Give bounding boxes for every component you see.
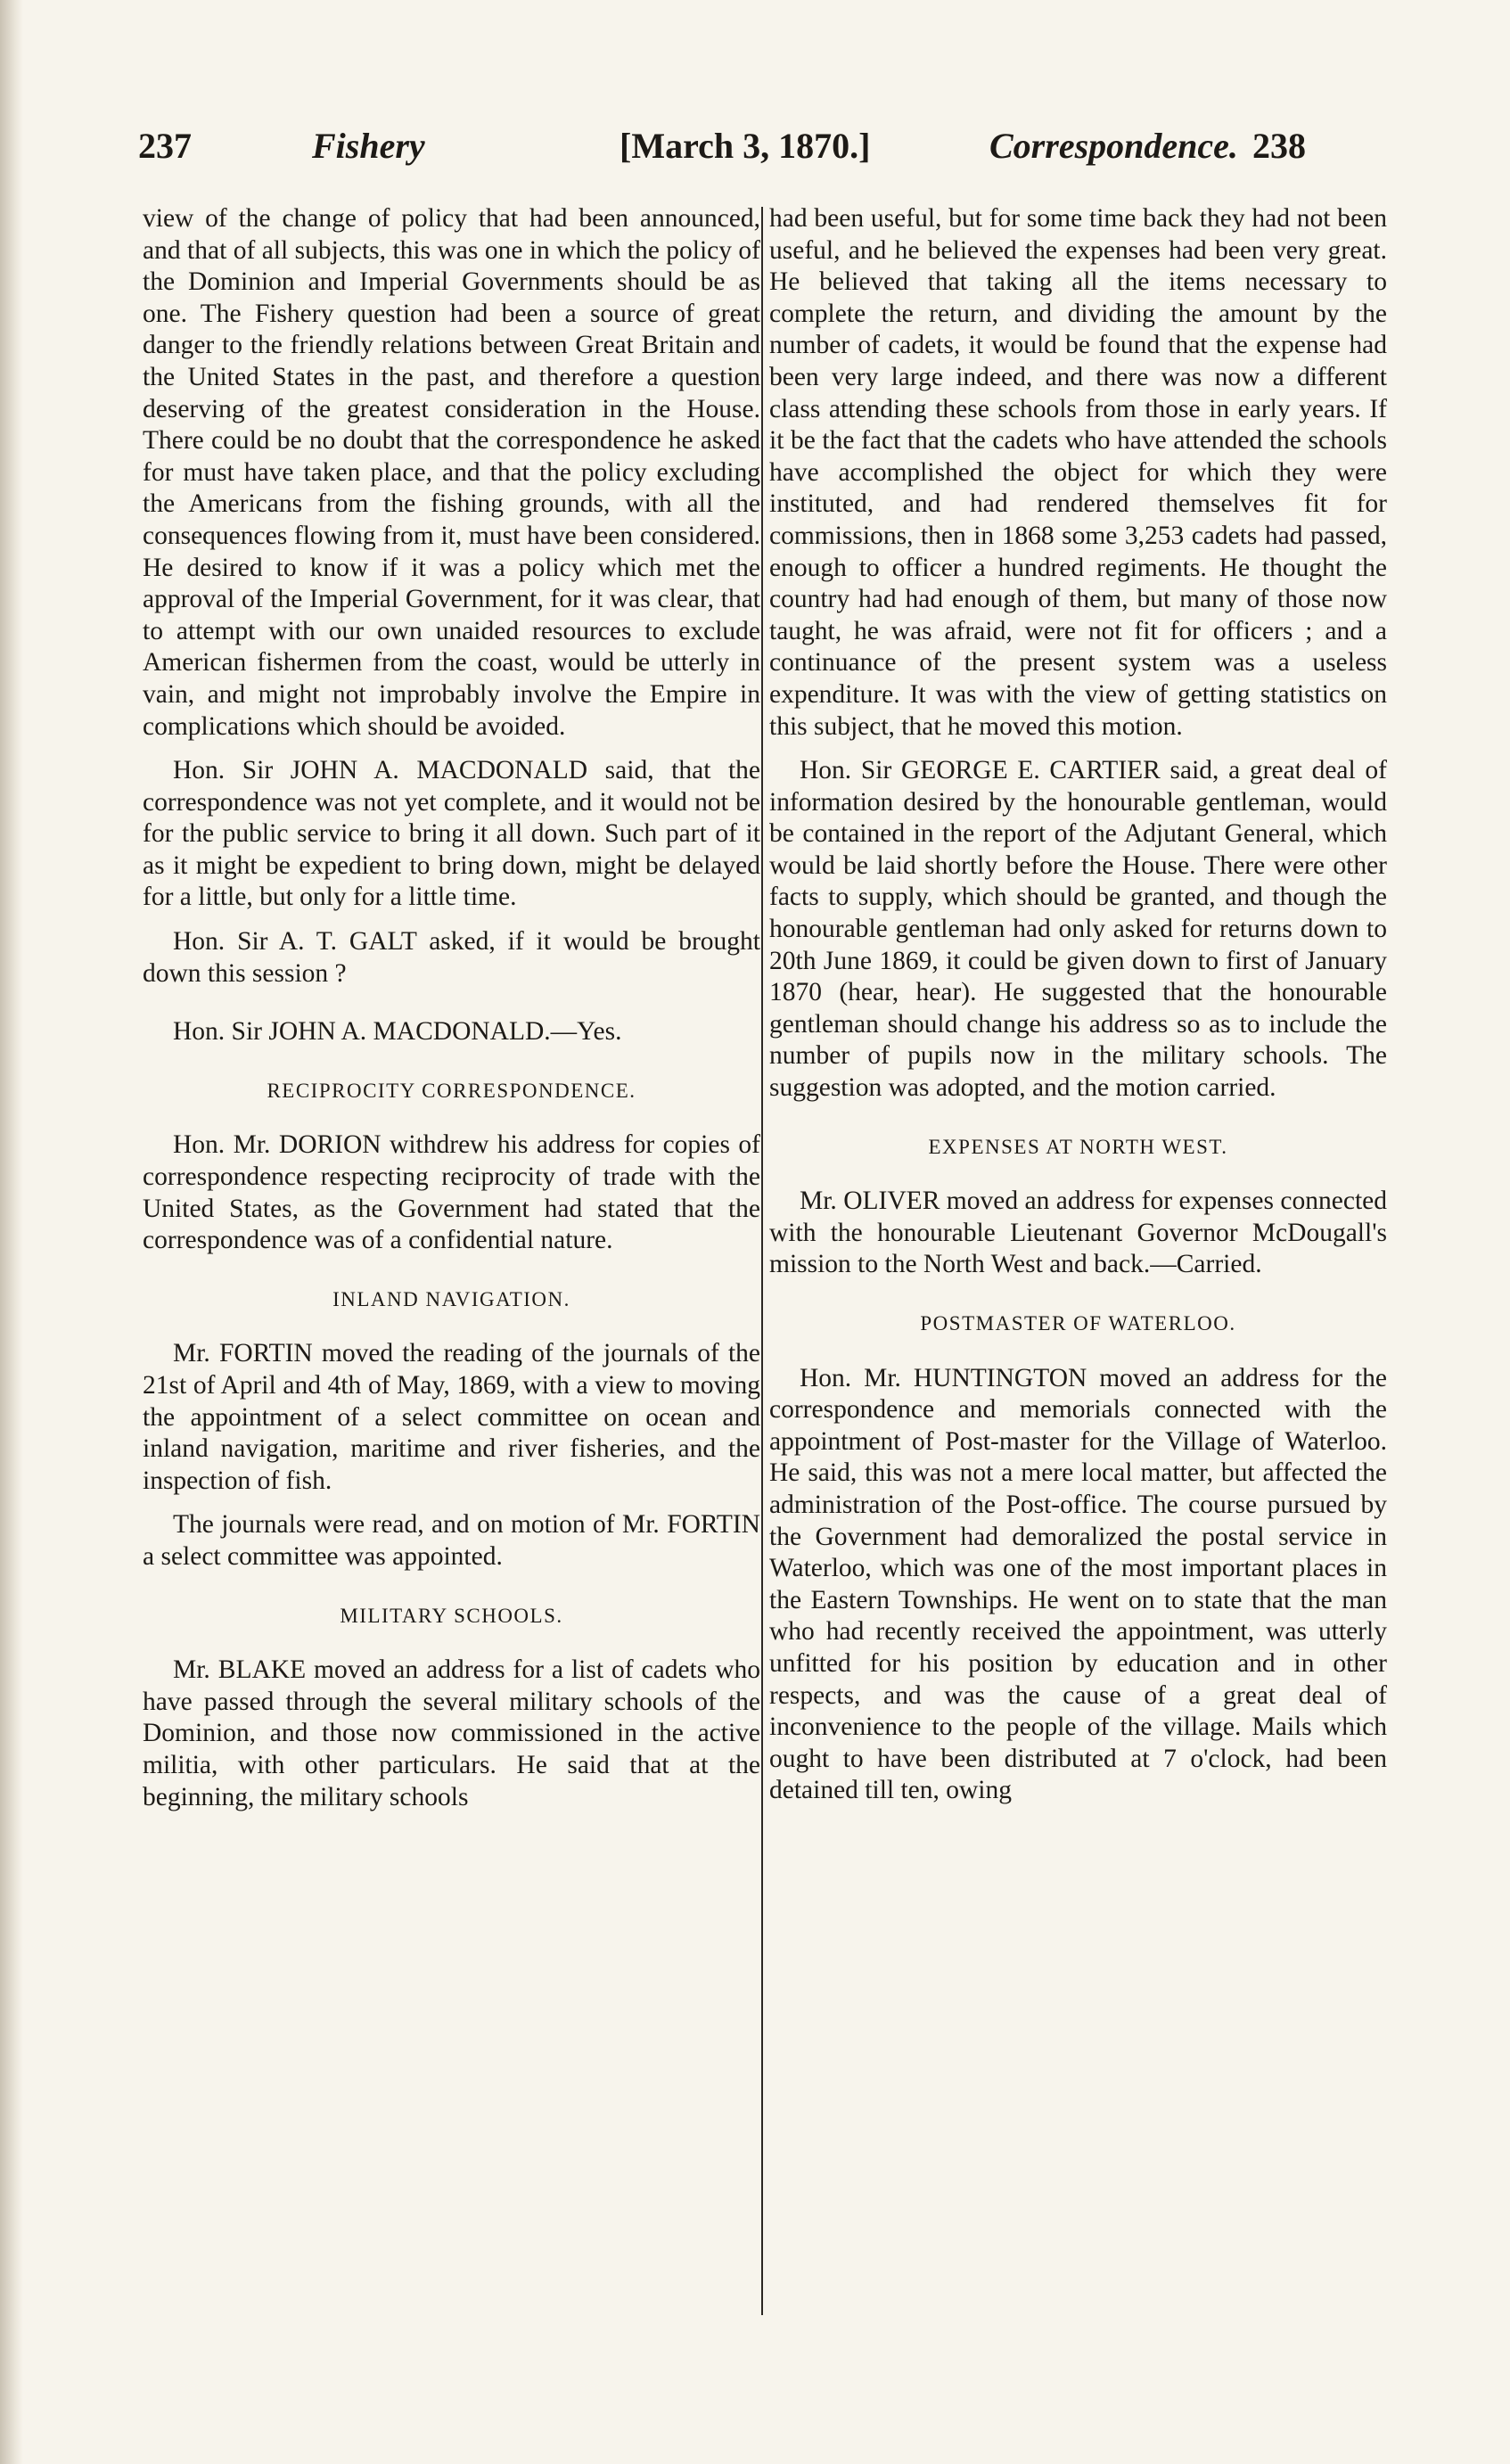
sitting-date: [March 3, 1870.] — [620, 126, 871, 166]
paragraph: Hon. Sir A. T. GALT asked, if it would be brought down this session ? — [143, 927, 760, 988]
right-page-number: 238 — [1252, 126, 1306, 166]
paragraph: Mr. FORTIN moved the reading of the journals of the 21st of April and 4th of May, 1869, with a view to moving the appointment of a select committee on ocean and inland navigation, maritime and river fisheries, and the inspection of fish. — [143, 1339, 760, 1495]
right-column — [769, 203, 1387, 1807]
section-heading: MILITARY SCHOOLS. — [340, 1604, 563, 1627]
right-running-title: Correspondence. — [989, 126, 1238, 166]
left-page-number: 237 — [138, 126, 192, 166]
paragraph: Hon. Sir JOHN A. MACDONALD.—Yes. — [173, 1017, 622, 1047]
column-rule — [761, 207, 763, 2315]
page-edge-shadow — [0, 0, 23, 2464]
section-heading: POSTMASTER OF WATERLOO. — [920, 1312, 1236, 1335]
paragraph: view of the change of policy that had been announced, and that of all subjects, this was one in which the policy of the Dominion and Imperial Governments should be as one. The Fishery question had been a source of great danger to the friendly relations between Great Britain and the United States in the past, and therefore a question deserving of the greatest consideration in the House. There could be no doubt that the correspondence he asked for must have taken place, and that the policy excluding the Americans from the fishing grounds, with all the consequences flowing from it, must have been considered. He desired to know if it was a policy which met the approval of the Imperial Government, for it was clear, that to attempt with our own unaided resources to exclude American fishermen from the coast, would be utterly in vain, and might not improbably involve the Empire in complications which should be avoided. — [143, 204, 760, 741]
paragraph: Mr. OLIVER moved an address for expenses connected with the honourable Lieutenant Governor McDougall's mission to the North West and back.—Carried. — [769, 1187, 1387, 1279]
running-header — [138, 125, 1386, 178]
paragraph: Hon. Sir JOHN A. MACDONALD said, that the correspondence was not yet complete, and it would not be for the public service to bring it all down. Such part of it as it might be expedient to bring down, might be delayed for a little, but only for a little time. — [143, 756, 760, 912]
paragraph: Hon. Sir GEORGE E. CARTIER said, a great deal of information desired by the honourable gentleman, would be contained in the report of the Adjutant General, which would be laid shortly before the House. There were other facts to supply, which should be granted, and though the honourable gentleman had only asked for returns down to 20th June 1869, it could be given down to first of January 1870 (hear, hear). He suggested that the honourable gentleman should change his address so as to include the number of pupils now in the military schools. The suggestion was adopted, and the motion carried. — [769, 756, 1387, 1103]
section-heading: RECIPROCITY CORRESPONDENCE. — [267, 1079, 636, 1102]
left-running-title: Fishery — [312, 126, 425, 166]
section-heading: INLAND NAVIGATION. — [332, 1287, 570, 1310]
paragraph: had been useful, but for some time back they had not been useful, and he believed the expenses had been very great. He believed that taking all the items necessary to complete the return, and dividing the amount by the number of cadets, it would be found that the expense had been very large indeed, and there was now a different class attending these schools from those in early years. If it be the fact that the cadets who have attended the schools have accomplished the object for which they were instituted, and had rendered themselves fit for commissions, then in 1868 some 3,253 cadets had passed, enough to officer a hundred regiments. He thought the country had had enough of them, but many of those now taught, he was afraid, were not fit for officers ; and a continuance of the present system was a useless expenditure. It was with the view of getting statistics on this subject, that he moved this motion. — [769, 204, 1387, 741]
paragraph: Hon. Mr. HUNTINGTON moved an address for the correspondence and memorials connected with the appointment of Post-master for the Village of Waterloo. He said, this was not a mere local matter, but affected the administration of the Post-office. The course pursued by the Government had demoralized the postal service in Waterloo, which was one of the most important places in the Eastern Townships. He went on to state that the man who had recently received the appointment, was utterly unfitted for his position by education and in other respects, and was the cause of a great deal of inconvenience to the people of the village. Mails which ought to have been distributed at 7 o'clock, had been detained till ten, owing — [769, 1363, 1387, 1805]
paragraph: Mr. BLAKE moved an address for a list of cadets who have passed through the several military schools of the Dominion, and those now commissioned in the active militia, with other particulars. He said that at the beginning, the military schools — [143, 1655, 760, 1811]
paragraph: The journals were read, and on motion of Mr. FORTIN a select committee was appointed. — [143, 1510, 760, 1571]
left-column — [143, 203, 760, 1813]
paragraph: Hon. Mr. DORION withdrew his address for copies of correspondence respecting reciprocity of trade with the United States, as the Government had stated that the correspondence was of a confidential nature. — [143, 1130, 760, 1255]
section-heading: EXPENSES AT NORTH WEST. — [928, 1135, 1228, 1158]
